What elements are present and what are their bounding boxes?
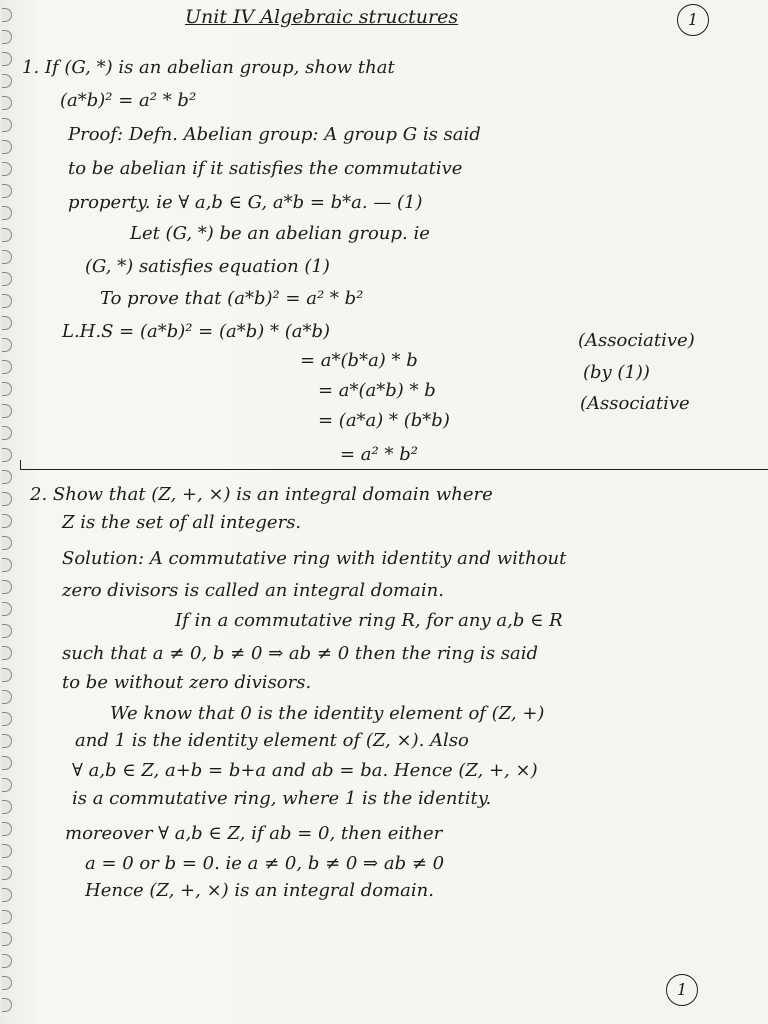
q1-result: = a² * b² xyxy=(340,444,418,465)
binding-hole xyxy=(2,844,12,858)
q2-line: moreover ∀ a,b ∈ Z, if ab = 0, then either xyxy=(65,823,443,844)
q1-to-prove: To prove that (a*b)² = a² * b² xyxy=(100,288,364,309)
q1-line: (G, *) satisfies equation (1) xyxy=(85,256,330,277)
q1-note-associative-2: (Associative xyxy=(580,393,690,414)
binding-hole xyxy=(2,756,12,770)
spiral-binding xyxy=(0,0,24,1024)
binding-hole xyxy=(2,360,12,374)
binding-hole xyxy=(2,558,12,572)
binding-hole xyxy=(2,140,12,154)
binding-hole xyxy=(2,668,12,682)
binding-hole xyxy=(2,426,12,440)
divider-tick xyxy=(20,460,21,470)
binding-hole xyxy=(2,580,12,594)
binding-hole xyxy=(2,228,12,242)
q1-line: to be abelian if it satisfies the commutative xyxy=(68,158,463,179)
q1-step: = a*(a*b) * b xyxy=(318,380,436,401)
binding-hole xyxy=(2,404,12,418)
binding-hole xyxy=(2,778,12,792)
binding-hole xyxy=(2,910,12,924)
q2-line: such that a ≠ 0, b ≠ 0 ⇒ ab ≠ 0 then the ring is said xyxy=(62,643,539,664)
q2-line: is a commutative ring, where 1 is the identity. xyxy=(72,788,492,809)
q1-question: 1. If (G, *) is an abelian group, show that xyxy=(22,57,395,78)
binding-hole xyxy=(2,888,12,902)
binding-hole xyxy=(2,250,12,264)
binding-hole xyxy=(2,734,12,748)
q2-solution: Solution: A commutative ring with identity and without xyxy=(62,548,567,569)
q1-lhs: L.H.S = (a*b)² = (a*b) * (a*b) xyxy=(62,321,331,342)
binding-hole xyxy=(2,932,12,946)
binding-hole xyxy=(2,536,12,550)
section-divider xyxy=(20,469,768,470)
binding-hole xyxy=(2,690,12,704)
binding-hole xyxy=(2,822,12,836)
binding-hole xyxy=(2,646,12,660)
q1-note-by-1: (by (1)) xyxy=(583,362,650,383)
q2-line: a = 0 or b = 0. ie a ≠ 0, b ≠ 0 ⇒ ab ≠ 0 xyxy=(85,853,445,874)
binding-hole xyxy=(2,118,12,132)
binding-hole xyxy=(2,316,12,330)
binding-hole xyxy=(2,382,12,396)
q1-statement: (a*b)² = a² * b² xyxy=(60,90,197,111)
binding-hole xyxy=(2,800,12,814)
q2-conclusion: Hence (Z, +, ×) is an integral domain. xyxy=(85,880,434,901)
binding-hole xyxy=(2,294,12,308)
q2-line: to be without zero divisors. xyxy=(62,672,312,693)
q2-line: If in a commutative ring R, for any a,b ∈ R xyxy=(175,610,563,631)
binding-hole xyxy=(2,184,12,198)
page-number-top: 1 xyxy=(677,4,709,36)
binding-hole xyxy=(2,74,12,88)
binding-hole xyxy=(2,470,12,484)
binding-hole xyxy=(2,162,12,176)
binding-hole xyxy=(2,338,12,352)
binding-hole xyxy=(2,96,12,110)
q2-line: Z is the set of all integers. xyxy=(62,512,302,533)
page-number-bottom: 1 xyxy=(666,974,698,1006)
q2-line: ∀ a,b ∈ Z, a+b = b+a and ab = ba. Hence (Z, +, ×) xyxy=(72,760,538,781)
binding-hole xyxy=(2,272,12,286)
binding-hole xyxy=(2,514,12,528)
q2-line: and 1 is the identity element of (Z, ×). Also xyxy=(75,730,469,751)
binding-hole xyxy=(2,448,12,462)
binding-hole xyxy=(2,976,12,990)
binding-hole xyxy=(2,954,12,968)
q1-step: = a*(b*a) * b xyxy=(300,350,418,371)
q1-line: Let (G, *) be an abelian group. ie xyxy=(130,223,430,244)
binding-hole xyxy=(2,998,12,1012)
binding-hole xyxy=(2,866,12,880)
q1-proof-definition: Proof: Defn. Abelian group: A group G is said xyxy=(68,124,481,145)
page-title: Unit IV Algebraic structures xyxy=(185,6,459,28)
q1-note-associative: (Associative) xyxy=(578,330,695,351)
binding-hole xyxy=(2,602,12,616)
q2-question: 2. Show that (Z, +, ×) is an integral domain where xyxy=(30,484,493,505)
q1-step: = (a*a) * (b*b) xyxy=(318,410,450,431)
binding-hole xyxy=(2,712,12,726)
binding-hole xyxy=(2,8,12,22)
binding-hole xyxy=(2,52,12,66)
binding-hole xyxy=(2,30,12,44)
binding-hole xyxy=(2,492,12,506)
q1-line: property. ie ∀ a,b ∈ G, a*b = b*a. — (1) xyxy=(68,192,423,213)
binding-hole xyxy=(2,624,12,638)
binding-hole xyxy=(2,206,12,220)
q2-line: We know that 0 is the identity element of (Z, +) xyxy=(110,703,545,724)
q2-line: zero divisors is called an integral domain. xyxy=(62,580,444,601)
